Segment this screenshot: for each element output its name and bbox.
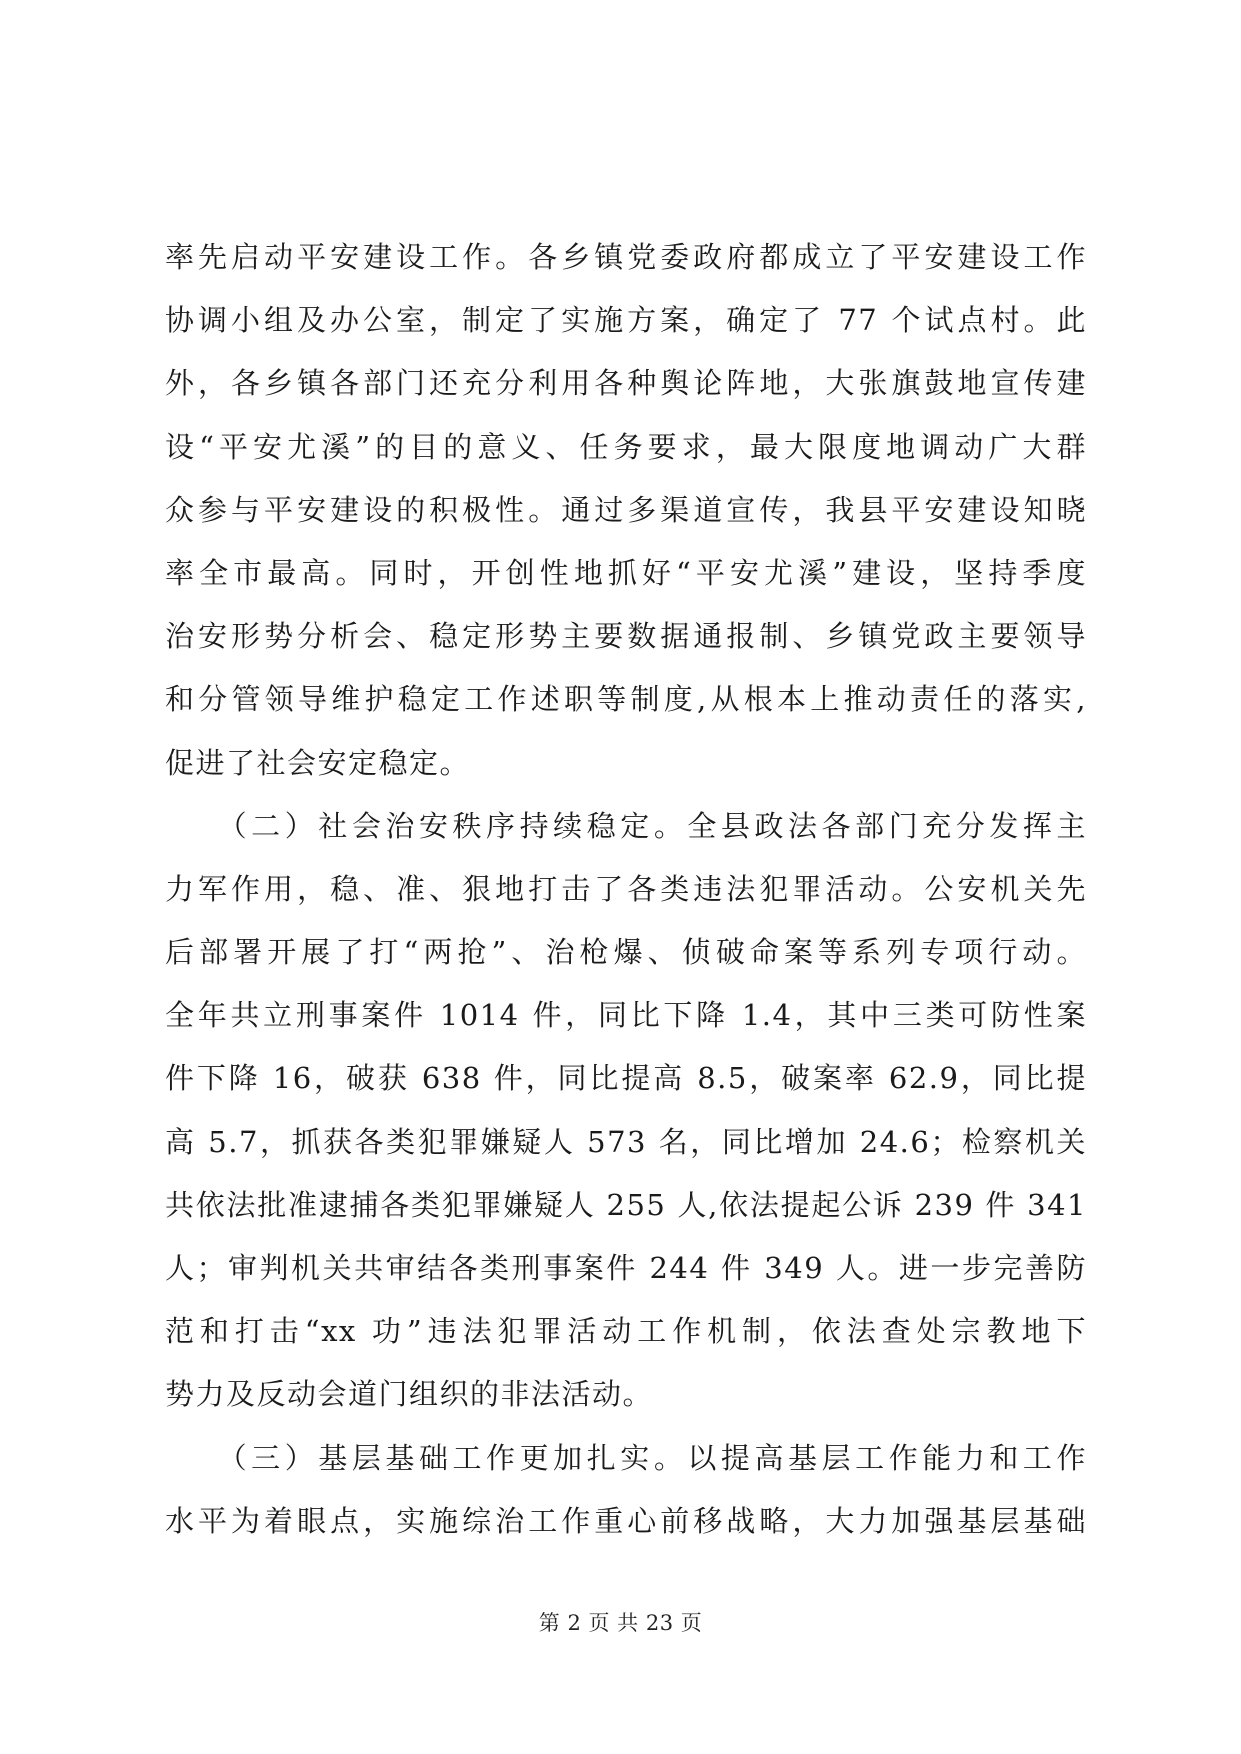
text-line: 势力及反动会道门组织的非法活动。: [165, 1377, 654, 1412]
text-line: 力军作用，稳、准、狠地打击了各类违法犯罪活动。公安机关先: [165, 871, 1087, 906]
text-line: 治安形势分析会、稳定形势主要数据通报制、乡镇党政主要领导: [165, 619, 1087, 654]
text-line: 高 5.7，抓获各类犯罪嫌疑人 573 名，同比增加 24.6；检察机关: [165, 1124, 1087, 1159]
text-line: 后部署开展了打“两抢”、治枪爆、侦破命案等系列专项行动。: [165, 935, 1087, 970]
document-body: [165, 226, 1087, 1553]
text-line: （二）社会治安秩序持续稳定。全县政法各部门充分发挥主: [165, 808, 1087, 843]
text-line: 和分管领导维护稳定工作述职等制度,从根本上推动责任的落实,: [165, 682, 1087, 717]
text-line: 率全市最高。同时，开创性地抓好“平安尤溪”建设，坚持季度: [165, 555, 1087, 590]
page-number-footer: 第 2 页 共 23 页: [538, 1611, 703, 1635]
text-line: 设“平安尤溪”的目的意义、任务要求，最大限度地调动广大群: [165, 429, 1087, 464]
text-line: 外，各乡镇各部门还充分利用各种舆论阵地，大张旗鼓地宣传建: [165, 366, 1087, 401]
text-line: 促进了社会安定稳定。: [165, 745, 471, 780]
text-line: 人；审判机关共审结各类刑事案件 244 件 349 人。进一步完善防: [165, 1251, 1087, 1285]
text-line: 众参与平安建设的积极性。通过多渠道宣传，我县平安建设知晓: [165, 492, 1087, 527]
text-line: 范和打击“xx 功”违法犯罪活动工作机制，依法查处宗教地下: [165, 1314, 1087, 1349]
text-line: 件下降 16，破获 638 件，同比提高 8.5，破案率 62.9，同比提: [165, 1061, 1087, 1096]
text-line: 共依法批准逮捕各类犯罪嫌疑人 255 人,依法提起公诉 239 件 341: [165, 1187, 1087, 1222]
text-line: 水平为着眼点，实施综治工作重心前移战略，大力加强基层基础: [165, 1503, 1087, 1538]
text-line: 率先启动平安建设工作。各乡镇党委政府都成立了平安建设工作: [165, 240, 1087, 274]
text-line: （三）基层基础工作更加扎实。以提高基层工作能力和工作: [165, 1440, 1087, 1475]
text-line: 协调小组及办公室，制定了实施方案，确定了 77 个试点村。此: [165, 303, 1087, 338]
text-line: 全年共立刑事案件 1014 件，同比下降 1.4，其中三类可防性案: [165, 998, 1087, 1033]
